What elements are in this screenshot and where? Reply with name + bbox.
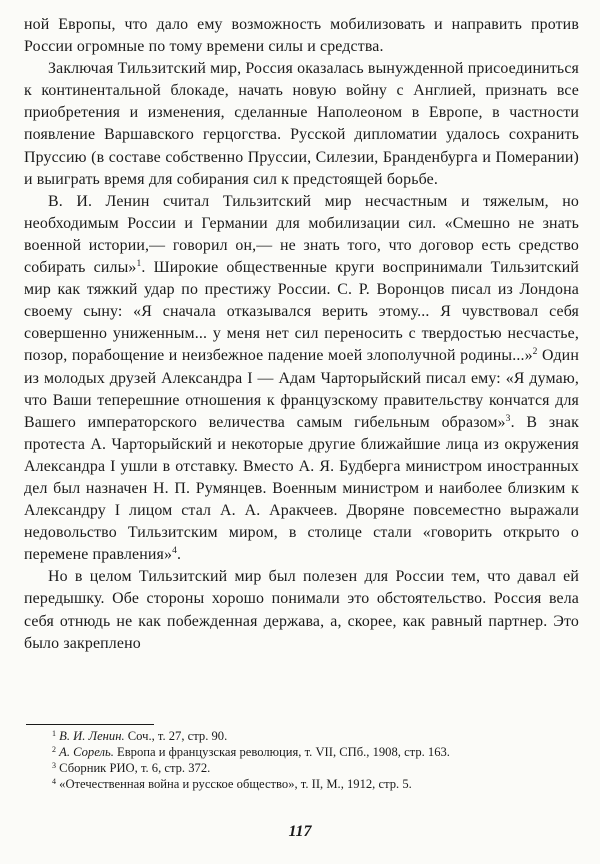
page-number: 117 — [288, 823, 312, 840]
footnote-author: В. И. Ленин. — [59, 729, 125, 743]
footnote-1 — [28, 728, 579, 744]
paragraph-3-part-b: . Широкие общественные круги воспринимали Тильзитский мир как тяжкий удар по престижу России. С. Р. Воронцов писал из Лондона своему сыну: «Я сначала отказывался верить этому... Я чувствовал себя совершенно униженным... у меня нет сил переносить с твердостью несчастье, позор, порабощение и неизбежное падение моей злополучной родины...» — [24, 259, 579, 365]
footnote-text: Европа и французская революция, т. VII, СПб., 1908, стр. 163. — [113, 745, 450, 760]
footnote-number: 1 — [52, 729, 56, 738]
paragraph-1: ной Европы, что дало ему возможность мобилизовать и направить против России огромные по тому времени силы и средства. — [24, 16, 579, 56]
paragraph-3-part-c: Один из молодых друзей Александра I — Адам Чарторыйский писал ему: «Я думаю, что Ваши теперешние отношения к французскому правительству кончатся для Вашего императорского величества самым гибельным образом» — [24, 347, 579, 431]
footnote-text: «Отечественная война и русское общество», т. II, М., 1912, стр. 5. — [56, 777, 412, 792]
paragraph-3-part-d: . В знак протеста А. Чарторыйский и некоторые другие ближайшие лица из окружения Александра I ушли в отставку. Вместо А. Я. Будберга министром иностранных дел был назначен Н. П. Румянцев. Военным министром и наиболее близким к Александру I лицом стал А. А. Аракчеев. Дворяне повсеместно выражали недовольство Тильзитским миром, в столице стали «говорить открыто о перемене правления» — [24, 413, 580, 564]
footnote-number: 2 — [52, 745, 56, 755]
footnote-number: 3 — [52, 761, 56, 771]
paragraph-4: Но в целом Тильзитский мир был полезен для России тем, что давал ей передышку. Обе стороны хорошо понимали это обстоятельство. Россия вела себя отнюдь не как побежденная держава, а, скорее, как равный партнер. Это было закреплено — [24, 568, 579, 652]
footnote-ref-1: 1 — [136, 259, 142, 270]
footnote-ref-3: 3 — [505, 413, 511, 424]
footnote-text: Соч., т. 27, стр. 90. — [124, 729, 228, 743]
footnote-3 — [28, 760, 579, 776]
paragraph-3-part-e: . — [177, 546, 182, 564]
footnote-text: Сборник РИО, т. 6, стр. 372. — [56, 761, 211, 776]
main-text — [24, 14, 579, 655]
footnote-ref-4: 4 — [172, 546, 177, 557]
footnote-divider — [26, 724, 154, 725]
paragraph-3-part-a: В. И. Ленин считал Тильзитский мир несчастным и тяжелым, но необходимым России и Германии для мобилизации сил. «Смешно не знать военной истории,— говорил он,— не знать того, что договор есть средство собирать силы» — [24, 192, 579, 277]
footnote-2 — [28, 744, 579, 760]
footnotes — [28, 728, 579, 792]
footnote-4 — [28, 776, 579, 792]
footnote-author: А. Сорель. — [59, 745, 114, 760]
paragraph-2: Заключая Тильзитский мир, Россия оказалась вынужденной присоединиться к континентальной блокаде, начать новую войну с Англией, признать все приобретения и изменения, сделанные Наполеоном в Европе, в частности появление Варшавского герцогства. Русской дипломатии удалось сохранить Пруссию (в составе собственно Пруссии, Силезии, Бранденбурга и Померании) и выиграть время для собирания сил к предстоящей борьбе. — [24, 60, 579, 188]
paragraph-3 — [24, 191, 579, 567]
footnote-ref-2: 2 — [532, 347, 538, 358]
footnote-number: 4 — [52, 777, 56, 787]
